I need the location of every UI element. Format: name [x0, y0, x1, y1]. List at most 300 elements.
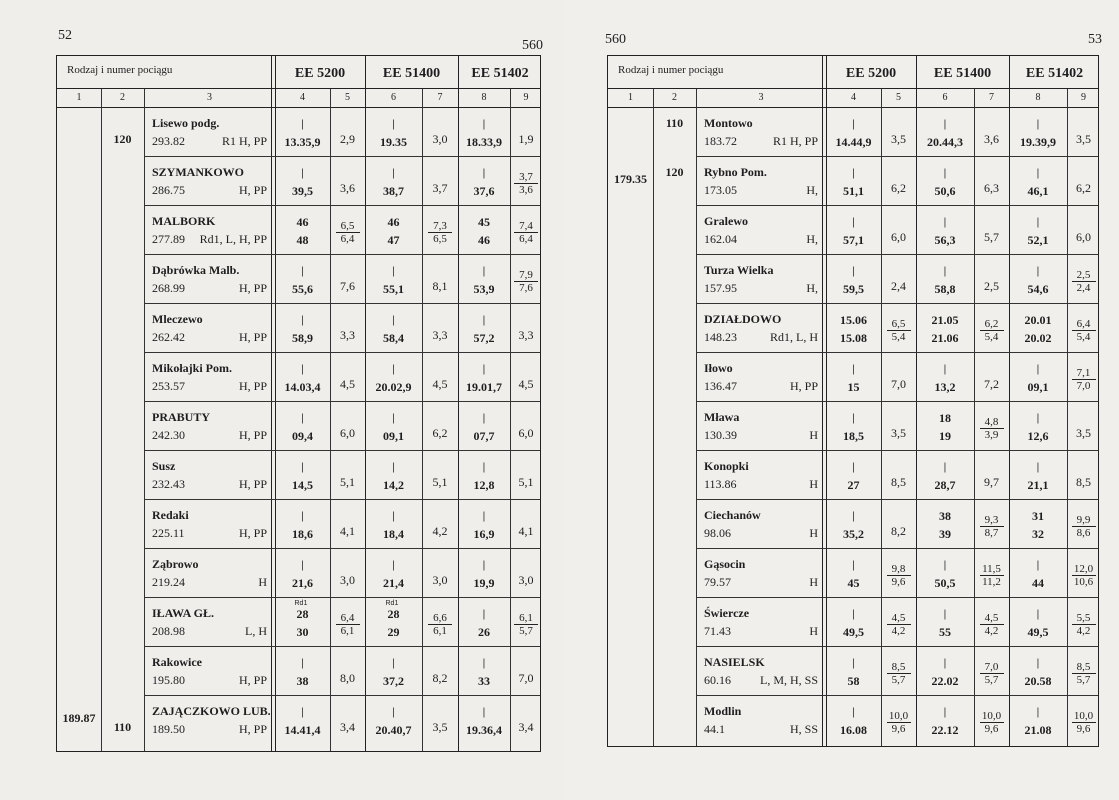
column-number: 8: [1035, 92, 1041, 103]
time-value: 13,2: [934, 380, 956, 394]
train-type-label: Rodzaj i numer pociągu: [618, 64, 724, 76]
pass-marker: |: [301, 657, 304, 669]
pass-marker: |: [1036, 363, 1040, 375]
station-info: H, PP: [238, 722, 267, 736]
distance-fraction: [428, 612, 452, 637]
distance-value: 4,1: [518, 524, 534, 538]
distance-value: 8,5: [1076, 475, 1091, 489]
page-number: 52: [58, 28, 72, 43]
distance-fraction: [514, 612, 538, 637]
pass-marker: |: [943, 265, 947, 277]
departure-time: 48: [296, 233, 309, 247]
station-km: 60.16: [704, 673, 731, 687]
station-name: DZIAŁDOWO: [704, 312, 782, 326]
pass-marker: |: [852, 167, 855, 179]
pass-marker: |: [392, 167, 395, 179]
pass-marker: |: [392, 510, 395, 522]
time-value: 57,2: [473, 331, 495, 345]
fraction-top: 6,5: [887, 318, 911, 331]
station-km: 219.24: [152, 575, 185, 589]
distance-value: 4,2: [432, 524, 448, 538]
station-name: Dąbrówka Malb.: [152, 263, 240, 277]
station-info: H,: [806, 232, 818, 246]
station-km: 71.43: [704, 624, 731, 638]
pass-marker: |: [482, 118, 486, 130]
time-value: 19.39,9: [1020, 135, 1056, 149]
station-info: H, SS: [789, 722, 818, 736]
time-value: 12,8: [473, 478, 495, 492]
fraction-bottom: 6,5: [433, 233, 447, 245]
distance-value: 8,5: [891, 475, 906, 489]
right-page: [563, 0, 1119, 800]
column-number: 9: [523, 92, 529, 103]
fraction-top: 11,5: [980, 563, 1004, 576]
distance-fraction: [980, 563, 1004, 588]
pass-marker: |: [392, 412, 395, 424]
station-name: Mława: [704, 410, 740, 424]
page-number: 53: [1088, 32, 1102, 47]
station-name: PRABUTY: [152, 410, 211, 424]
station-km: 113.86: [704, 477, 737, 491]
time-value: 50,6: [934, 184, 956, 198]
time-value: 20.40,7: [375, 723, 412, 737]
train-header: EE 51402: [1025, 66, 1084, 81]
fraction-top: 6,1: [514, 612, 538, 625]
time-value: 56,3: [934, 233, 956, 247]
pass-marker: |: [943, 118, 947, 130]
time-value: 18,5: [843, 429, 864, 443]
distance-fraction: [1072, 563, 1096, 588]
fraction-bottom: 4,2: [984, 625, 999, 637]
fraction-top: 6,2: [980, 318, 1004, 331]
distance-value: 1,9: [518, 132, 534, 146]
distance-value: 3,6: [984, 132, 999, 146]
pass-marker: |: [1036, 461, 1040, 473]
time-value: 12,6: [1027, 429, 1049, 443]
time-value: 15: [847, 380, 860, 394]
distance-value: 8,2: [891, 524, 906, 538]
time-value: 21.08: [1024, 723, 1052, 737]
fraction-top: 6,4: [336, 612, 360, 625]
distance-value: 3,6: [340, 181, 355, 195]
train-header: EE 51402: [471, 66, 529, 81]
timetable: [607, 55, 1099, 747]
arrival-time: 46: [387, 215, 400, 229]
arrival-time: 18: [939, 411, 951, 425]
time-value: 37,6: [473, 184, 495, 198]
arrival-time: 28: [296, 607, 309, 621]
header-page-ref: 560: [605, 32, 626, 47]
column-divider: [101, 89, 102, 751]
distance-value: 3,0: [432, 132, 448, 146]
distance-fraction: [1072, 318, 1096, 343]
fraction-bottom: 5,7: [1076, 674, 1091, 686]
fraction-top: 2,5: [1072, 269, 1096, 282]
station-km: 277.89: [152, 232, 185, 246]
pass-marker: |: [943, 167, 947, 179]
station-km: 293.82: [152, 134, 185, 148]
departure-time: 15.08: [840, 331, 867, 345]
station-info: R1 H, PP: [221, 134, 267, 148]
distance-value: 7,2: [984, 377, 999, 391]
time-value: 55: [939, 625, 951, 639]
distance-fraction: [1072, 367, 1096, 392]
distance-value: 3,4: [340, 720, 355, 734]
time-value: 49,5: [843, 625, 864, 639]
time-value: 19,9: [473, 576, 495, 590]
pass-marker: |: [482, 265, 486, 277]
column-number: 6: [391, 92, 396, 103]
fraction-top: 9,9: [1072, 514, 1096, 527]
station-name: Lisewo podg.: [152, 116, 220, 130]
distance-value: 6,0: [340, 426, 355, 440]
time-value: 54,6: [1027, 282, 1049, 296]
distance-value: 7,0: [518, 671, 534, 685]
line-km: 189.87: [62, 710, 96, 725]
distance-value: 6,0: [1076, 230, 1091, 244]
fraction-bottom: 3,6: [519, 184, 533, 196]
fraction-top: 6,6: [428, 612, 452, 625]
station-km: 195.80: [152, 673, 185, 687]
station-km: 232.43: [152, 477, 185, 491]
pass-marker: |: [301, 118, 304, 130]
station-km: 44.1: [704, 722, 725, 736]
station-km: 189.50: [152, 722, 185, 736]
pass-marker: |: [392, 559, 395, 571]
arrival-time: 21.05: [931, 313, 959, 327]
pass-marker: |: [943, 657, 947, 669]
time-value: 45: [847, 576, 860, 590]
station-name: Turza Wielka: [704, 263, 774, 277]
station-name: Mleczewo: [152, 312, 203, 326]
fraction-bottom: 9,6: [1076, 723, 1091, 735]
pass-marker: |: [301, 706, 304, 718]
station-info: H: [809, 477, 818, 491]
distance-value: 8,1: [432, 279, 448, 293]
distance-value: 3,0: [432, 573, 448, 587]
fraction-bottom: 9,6: [891, 723, 906, 735]
pass-marker: |: [392, 118, 395, 130]
time-value: 28,7: [934, 478, 956, 492]
distance-fraction: [514, 220, 538, 245]
time-value: 59,5: [843, 282, 864, 296]
departure-time: 20.02: [1024, 331, 1052, 345]
time-value: 58,9: [292, 331, 313, 345]
line-speed: 120: [113, 132, 132, 146]
time-value: 14,2: [383, 478, 404, 492]
station-name: Mikołajki Pom.: [152, 361, 232, 375]
arrival-time: 46: [296, 215, 309, 229]
column-number: 3: [207, 92, 212, 103]
station-info: H: [258, 575, 267, 589]
fraction-bottom: 5,7: [984, 674, 999, 686]
pass-marker: |: [852, 216, 855, 228]
departure-time: 19: [939, 429, 951, 443]
pass-marker: |: [482, 510, 486, 522]
time-value: 20.58: [1024, 674, 1052, 688]
station-info: H: [809, 624, 818, 638]
distance-fraction: [336, 220, 360, 245]
line-speed: 120: [665, 165, 684, 179]
column-number: 7: [989, 92, 994, 103]
train-header: EE 51400: [382, 66, 441, 81]
station-info: H, PP: [238, 526, 267, 540]
pass-marker: |: [943, 706, 947, 718]
pass-marker: |: [852, 265, 855, 277]
distance-fraction: [336, 612, 360, 637]
fraction-top: 6,4: [1072, 318, 1096, 331]
train-header: EE 51400: [933, 66, 992, 81]
train-header: EE 5200: [845, 66, 897, 81]
time-value: 33: [478, 674, 490, 688]
distance-value: 3,7: [432, 181, 448, 195]
station-km: 242.30: [152, 428, 185, 442]
distance-value: 3,5: [432, 720, 448, 734]
station-info: H, PP: [238, 673, 267, 687]
distance-value: 5,1: [518, 475, 534, 489]
distance-value: 7,6: [340, 279, 355, 293]
pass-marker: |: [852, 461, 855, 473]
pass-marker: |: [482, 363, 486, 375]
station-name: Iłowo: [704, 361, 733, 375]
distance-fraction: [887, 563, 911, 588]
pass-marker: |: [943, 608, 947, 620]
time-value: 18,4: [383, 527, 404, 541]
fraction-bottom: 5,7: [891, 674, 906, 686]
station-info: H, PP: [238, 477, 267, 491]
fraction-bottom: 6,4: [519, 233, 533, 245]
pass-marker: |: [301, 510, 304, 522]
time-value: 57,1: [843, 233, 864, 247]
distance-value: 4,1: [340, 524, 355, 538]
departure-time: 21.06: [931, 331, 959, 345]
pass-marker: |: [1036, 118, 1040, 130]
station-name: Redaki: [152, 508, 189, 522]
time-value: 09,4: [292, 429, 313, 443]
distance-value: 3,3: [340, 328, 355, 342]
pass-marker: |: [392, 657, 395, 669]
pass-marker: |: [482, 559, 486, 571]
distance-fraction: [428, 220, 452, 245]
pass-marker: |: [943, 216, 947, 228]
station-name: Montowo: [704, 116, 753, 130]
station-info: H, PP: [238, 330, 267, 344]
line-speed: 110: [665, 116, 684, 130]
distance-value: 6,2: [1076, 181, 1091, 195]
station-info: H: [809, 575, 818, 589]
fraction-bottom: 6,4: [340, 233, 355, 245]
time-value: 22.12: [931, 723, 959, 737]
pass-marker: |: [482, 412, 486, 424]
distance-value: 2,5: [984, 279, 999, 293]
station-name: Gąsocin: [704, 557, 746, 571]
fraction-top: 10,0: [980, 710, 1004, 723]
station-km: 208.98: [152, 624, 185, 638]
fraction-top: 7,1: [1072, 367, 1096, 380]
distance-value: 3,5: [891, 132, 906, 146]
pass-marker: |: [301, 363, 304, 375]
pass-marker: |: [301, 412, 304, 424]
distance-fraction: [1072, 269, 1096, 294]
time-value: 39,5: [292, 184, 313, 198]
fraction-bottom: 6,1: [433, 625, 447, 637]
time-value: 14.41,4: [284, 723, 321, 737]
station-km: 162.04: [704, 232, 737, 246]
station-info: L, M, H, SS: [759, 673, 818, 687]
time-value: 19.36,4: [466, 723, 502, 737]
distance-fraction: [887, 318, 911, 343]
station-km: 183.72: [704, 134, 737, 148]
time-value: 09,1: [1027, 380, 1049, 394]
time-value: 58,4: [383, 331, 404, 345]
column-number: 5: [896, 92, 901, 103]
column-number: 6: [942, 92, 948, 103]
pass-marker: |: [852, 706, 855, 718]
header-page-ref: 560: [522, 38, 543, 53]
fraction-top: 7,3: [428, 220, 452, 233]
pass-marker: |: [301, 559, 304, 571]
column-number: 3: [758, 92, 764, 103]
line-speed: 110: [113, 720, 132, 734]
station-info: L, H: [245, 624, 267, 638]
station-name: Rybno Pom.: [704, 165, 767, 179]
column-number: 1: [628, 92, 633, 103]
station-info: H, PP: [238, 379, 267, 393]
time-value: 18.33,9: [466, 135, 502, 149]
pass-marker: |: [392, 265, 395, 277]
time-value: 58: [847, 674, 860, 688]
time-value: 38: [296, 674, 309, 688]
time-value: 20.02,9: [375, 380, 412, 394]
pass-marker: |: [301, 461, 304, 473]
pass-marker: |: [1036, 265, 1040, 277]
distance-value: 3,0: [340, 573, 355, 587]
fraction-top: 5,5: [1072, 612, 1096, 625]
distance-value: 5,7: [984, 230, 999, 244]
fraction-top: 8,5: [1072, 661, 1096, 674]
column-number: 5: [345, 92, 350, 103]
time-value: 27: [847, 478, 860, 492]
station-name: SZYMANKOWO: [152, 165, 245, 179]
time-value: 14,5: [292, 478, 313, 492]
timetable: [56, 55, 541, 752]
departure-time: 46: [478, 233, 490, 247]
distance-fraction: [1072, 710, 1096, 735]
fraction-bottom: 5,4: [984, 331, 999, 343]
arrival-time: 38: [939, 509, 951, 523]
distance-fraction: [980, 612, 1004, 637]
time-value: 53,9: [473, 282, 495, 296]
station-name: Konopki: [704, 459, 749, 473]
station-info: H, PP: [238, 183, 267, 197]
station-name: MALBORK: [152, 214, 216, 228]
fraction-bottom: 11,2: [982, 576, 1001, 588]
distance-fraction: [887, 612, 911, 637]
distance-value: 6,0: [518, 426, 534, 440]
column-number: 4: [851, 92, 856, 103]
distance-fraction: [980, 318, 1004, 343]
fraction-bottom: 6,1: [340, 625, 355, 637]
time-value: 52,1: [1027, 233, 1049, 247]
distance-fraction: [514, 269, 538, 294]
arrival-time: 15.06: [840, 313, 867, 327]
distance-value: 3,4: [518, 720, 534, 734]
pass-marker: |: [943, 363, 947, 375]
station-info: Rd1, L, H: [770, 330, 818, 344]
pass-marker: |: [1036, 412, 1040, 424]
time-value: 51,1: [843, 184, 864, 198]
time-value: 07,7: [473, 429, 495, 443]
distance-value: 4,5: [432, 377, 448, 391]
time-value: 21,6: [292, 576, 313, 590]
station-km: 286.75: [152, 183, 185, 197]
time-value: 14.44,9: [835, 135, 872, 149]
time-value: 16.08: [840, 723, 867, 737]
station-km: 79.57: [704, 575, 731, 589]
pass-marker: |: [482, 657, 486, 669]
pass-marker: |: [392, 363, 395, 375]
time-value: 19.35: [380, 135, 407, 149]
fraction-bottom: 9,6: [891, 576, 906, 588]
distance-fraction: [980, 661, 1004, 686]
fraction-top: 3,7: [514, 171, 538, 184]
arrival-time: 45: [478, 215, 490, 229]
departure-time: 39: [939, 527, 951, 541]
station-km: 268.99: [152, 281, 185, 295]
pass-marker: |: [482, 608, 486, 620]
distance-fraction: [887, 710, 911, 735]
pass-marker: |: [392, 314, 395, 326]
distance-value: 2,9: [340, 132, 355, 146]
time-value: 55,1: [383, 282, 404, 296]
rd1-note: Rd1: [294, 600, 308, 607]
fraction-top: 4,5: [980, 612, 1004, 625]
fraction-bottom: 7,0: [1076, 380, 1091, 392]
distance-value: 3,5: [891, 426, 906, 440]
distance-value: 8,0: [340, 671, 355, 685]
station-km: 173.05: [704, 183, 737, 197]
pass-marker: |: [392, 461, 395, 473]
station-info: H, PP: [238, 428, 267, 442]
station-name: ZAJĄCZKOWO LUB.: [152, 704, 271, 718]
distance-value: 9,7: [984, 475, 999, 489]
fraction-top: 10,0: [1072, 710, 1096, 723]
distance-value: 5,1: [432, 475, 448, 489]
pass-marker: |: [852, 412, 855, 424]
distance-value: 7,0: [891, 377, 906, 391]
pass-marker: |: [1036, 559, 1040, 571]
arrival-time: 31: [1032, 509, 1044, 523]
distance-value: 3,5: [1076, 426, 1091, 440]
pass-marker: |: [852, 363, 855, 375]
column-divider: [653, 89, 654, 746]
pass-marker: |: [852, 559, 855, 571]
pass-marker: |: [301, 314, 304, 326]
pass-marker: |: [943, 559, 947, 571]
fraction-top: 9,8: [887, 563, 911, 576]
station-info: H, PP: [789, 379, 818, 393]
station-info: H,: [806, 281, 818, 295]
fraction-top: 6,5: [336, 220, 360, 233]
distance-value: 3,0: [518, 573, 534, 587]
fraction-bottom: 5,4: [1076, 331, 1091, 343]
time-value: 44: [1032, 576, 1044, 590]
station-km: 253.57: [152, 379, 185, 393]
column-number: 8: [481, 92, 487, 103]
distance-value: 4,5: [340, 377, 355, 391]
station-info: R1 H, PP: [772, 134, 818, 148]
fraction-top: 10,0: [887, 710, 911, 723]
